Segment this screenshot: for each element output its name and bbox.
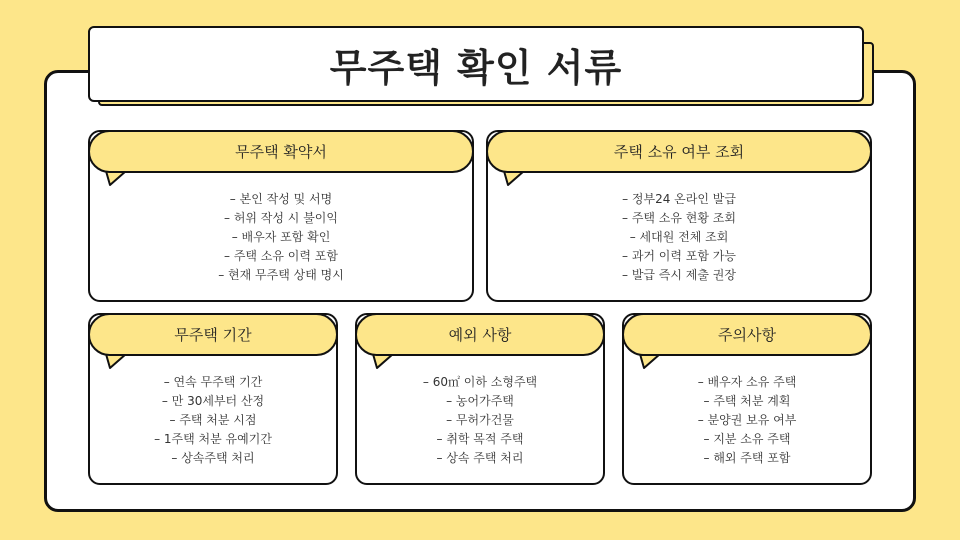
list-item: – 주택 처분 계획 — [624, 392, 870, 411]
page-title: 무주택 확인 서류 — [88, 26, 864, 102]
list-item: – 정부24 온라인 발급 — [488, 190, 870, 209]
card-nohouse-pledge — [88, 130, 474, 302]
list-item: – 연속 무주택 기간 — [90, 373, 336, 392]
card-item-list — [90, 373, 336, 468]
card-cautions — [622, 313, 872, 485]
list-item: – 만 30세부터 산정 — [90, 392, 336, 411]
card-exceptions — [355, 313, 605, 485]
card-nohouse-period — [88, 313, 338, 485]
list-item: – 배우자 포함 확인 — [90, 228, 472, 247]
speech-bubble-tail — [104, 171, 128, 187]
list-item: – 해외 주택 포함 — [624, 449, 870, 468]
list-item: – 배우자 소유 주택 — [624, 373, 870, 392]
card-heading: 예외 사항 — [355, 313, 605, 356]
speech-bubble-tail — [104, 354, 128, 370]
speech-bubble-tail — [371, 354, 395, 370]
speech-bubble-tail — [638, 354, 662, 370]
card-heading: 주택 소유 여부 조회 — [486, 130, 872, 173]
card-item-list — [488, 190, 870, 285]
list-item: – 분양권 보유 여부 — [624, 411, 870, 430]
card-ownership-check — [486, 130, 872, 302]
list-item: – 1주택 처분 유예기간 — [90, 430, 336, 449]
list-item: – 취학 목적 주택 — [357, 430, 603, 449]
list-item: – 세대원 전체 조회 — [488, 228, 870, 247]
list-item: – 60㎡ 이하 소형주택 — [357, 373, 603, 392]
card-item-list — [357, 373, 603, 468]
list-item: – 발급 즉시 제출 권장 — [488, 266, 870, 285]
list-item: – 허위 작성 시 불이익 — [90, 209, 472, 228]
list-item: – 상속주택 처리 — [90, 449, 336, 468]
card-item-list — [90, 190, 472, 285]
list-item: – 상속 주택 처리 — [357, 449, 603, 468]
list-item: – 지분 소유 주택 — [624, 430, 870, 449]
list-item: – 주택 소유 현황 조회 — [488, 209, 870, 228]
list-item: – 농어가주택 — [357, 392, 603, 411]
list-item: – 본인 작성 및 서명 — [90, 190, 472, 209]
card-item-list — [624, 373, 870, 468]
card-heading: 무주택 확약서 — [88, 130, 474, 173]
speech-bubble-tail — [502, 171, 526, 187]
list-item: – 주택 처분 시점 — [90, 411, 336, 430]
list-item: – 주택 소유 이력 포함 — [90, 247, 472, 266]
list-item: – 과거 이력 포함 가능 — [488, 247, 870, 266]
card-heading: 무주택 기간 — [88, 313, 338, 356]
list-item: – 무허가건물 — [357, 411, 603, 430]
card-heading: 주의사항 — [622, 313, 872, 356]
list-item: – 현재 무주택 상태 명시 — [90, 266, 472, 285]
